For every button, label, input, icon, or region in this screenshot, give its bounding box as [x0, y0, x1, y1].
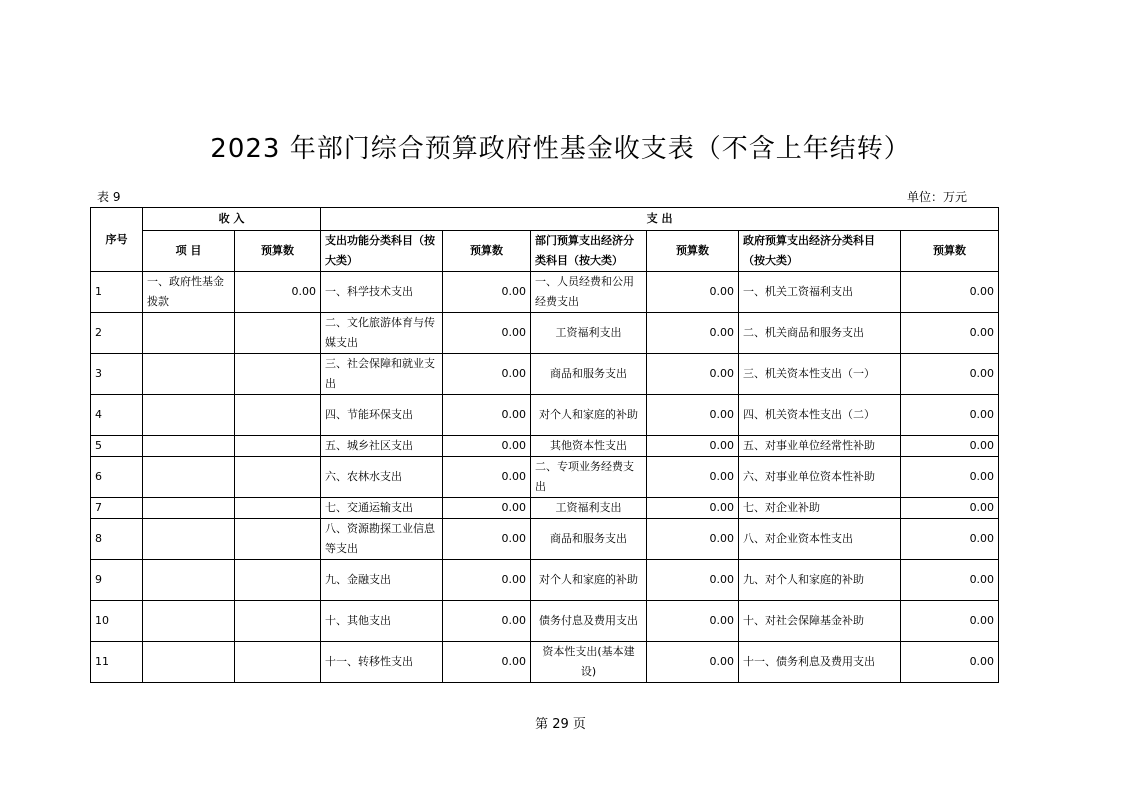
row-func-amount: 0.00 [443, 560, 531, 601]
header-gov-econ-class: 政府预算支出经济分类科目（按大类） [739, 231, 901, 272]
row-item [143, 642, 235, 683]
row-dept-amount: 0.00 [647, 519, 739, 560]
row-dept: 工资福利支出 [531, 313, 647, 354]
row-gov: 九、对个人和家庭的补助 [739, 560, 901, 601]
row-dept: 其他资本性支出 [531, 436, 647, 457]
row-gov-amount: 0.00 [901, 457, 999, 498]
row-dept: 商品和服务支出 [531, 354, 647, 395]
row-item-amount [235, 601, 321, 642]
row-dept: 工资福利支出 [531, 498, 647, 519]
row-item [143, 436, 235, 457]
row-gov: 一、机关工资福利支出 [739, 272, 901, 313]
row-item [143, 560, 235, 601]
table-number: 表 9 [97, 190, 121, 204]
row-gov-amount: 0.00 [901, 436, 999, 457]
row-dept-amount: 0.00 [647, 560, 739, 601]
row-item [143, 313, 235, 354]
row-func-amount: 0.00 [443, 601, 531, 642]
row-gov: 三、机关资本性支出（一） [739, 354, 901, 395]
row-gov: 六、对事业单位资本性补助 [739, 457, 901, 498]
row-func-amount: 0.00 [443, 354, 531, 395]
row-func-amount: 0.00 [443, 457, 531, 498]
table-row [91, 436, 999, 457]
row-seq: 11 [91, 642, 143, 683]
row-dept: 对个人和家庭的补助 [531, 395, 647, 436]
row-dept-amount: 0.00 [647, 272, 739, 313]
row-item-amount [235, 457, 321, 498]
table-row [91, 642, 999, 683]
row-gov-amount: 0.00 [901, 395, 999, 436]
row-func: 四、节能环保支出 [321, 395, 443, 436]
row-gov: 四、机关资本性支出（二） [739, 395, 901, 436]
row-seq: 7 [91, 498, 143, 519]
row-dept-amount: 0.00 [647, 498, 739, 519]
row-dept: 商品和服务支出 [531, 519, 647, 560]
row-gov: 十一、债务利息及费用支出 [739, 642, 901, 683]
table-row [91, 498, 999, 519]
header-gov-budget: 预算数 [901, 231, 999, 272]
table-row [91, 272, 999, 313]
row-func-amount: 0.00 [443, 436, 531, 457]
unit-label: 单位：万元 [907, 190, 968, 204]
row-gov-amount: 0.00 [901, 498, 999, 519]
row-item-amount [235, 436, 321, 457]
row-dept-amount: 0.00 [647, 354, 739, 395]
row-gov-amount: 0.00 [901, 560, 999, 601]
row-gov: 二、机关商品和服务支出 [739, 313, 901, 354]
row-dept-amount: 0.00 [647, 601, 739, 642]
row-func-amount: 0.00 [443, 519, 531, 560]
row-item [143, 354, 235, 395]
row-gov-amount: 0.00 [901, 642, 999, 683]
row-func: 三、社会保障和就业支出 [321, 354, 443, 395]
row-item-amount [235, 642, 321, 683]
header-func-budget: 预算数 [443, 231, 531, 272]
row-func: 二、文化旅游体育与传媒支出 [321, 313, 443, 354]
budget-table [90, 207, 999, 683]
row-dept: 一、人员经费和公用经费支出 [531, 272, 647, 313]
table-row [91, 601, 999, 642]
row-gov-amount: 0.00 [901, 519, 999, 560]
row-dept-amount: 0.00 [647, 436, 739, 457]
row-seq: 9 [91, 560, 143, 601]
header-dept-budget: 预算数 [647, 231, 739, 272]
header-func-class: 支出功能分类科目（按大类） [321, 231, 443, 272]
table-row [91, 313, 999, 354]
row-item [143, 601, 235, 642]
row-seq: 1 [91, 272, 143, 313]
row-item-amount: 0.00 [235, 272, 321, 313]
row-item [143, 457, 235, 498]
header-item: 项 目 [143, 231, 235, 272]
row-func-amount: 0.00 [443, 395, 531, 436]
row-func-amount: 0.00 [443, 313, 531, 354]
row-func: 一、科学技术支出 [321, 272, 443, 313]
header-expense-group: 支 出 [321, 208, 999, 231]
row-func: 十、其他支出 [321, 601, 443, 642]
row-gov-amount: 0.00 [901, 313, 999, 354]
row-seq: 6 [91, 457, 143, 498]
row-seq: 10 [91, 601, 143, 642]
row-item-amount [235, 354, 321, 395]
table-row [91, 395, 999, 436]
row-gov-amount: 0.00 [901, 354, 999, 395]
row-item-amount [235, 313, 321, 354]
row-item-amount [235, 519, 321, 560]
row-func: 八、资源勘探工业信息等支出 [321, 519, 443, 560]
table-row [91, 354, 999, 395]
header-item-budget: 预算数 [235, 231, 321, 272]
row-gov-amount: 0.00 [901, 272, 999, 313]
page-number: 第 29 页 [535, 717, 586, 732]
row-func: 七、交通运输支出 [321, 498, 443, 519]
row-gov: 八、对企业资本性支出 [739, 519, 901, 560]
row-gov: 七、对企业补助 [739, 498, 901, 519]
row-func-amount: 0.00 [443, 642, 531, 683]
row-gov: 五、对事业单位经常性补助 [739, 436, 901, 457]
row-item-amount [235, 395, 321, 436]
row-func-amount: 0.00 [443, 498, 531, 519]
row-item [143, 395, 235, 436]
row-item-amount [235, 560, 321, 601]
header-income-group: 收 入 [143, 208, 321, 231]
row-dept: 对个人和家庭的补助 [531, 560, 647, 601]
row-func: 六、农林水支出 [321, 457, 443, 498]
row-item-amount [235, 498, 321, 519]
row-seq: 5 [91, 436, 143, 457]
row-dept: 债务付息及费用支出 [531, 601, 647, 642]
table-row [91, 519, 999, 560]
row-func: 五、城乡社区支出 [321, 436, 443, 457]
row-gov: 十、对社会保障基金补助 [739, 601, 901, 642]
table-row [91, 560, 999, 601]
row-dept: 资本性支出(基本建设) [531, 642, 647, 683]
header-seq: 序号 [91, 208, 143, 272]
row-item [143, 519, 235, 560]
row-seq: 4 [91, 395, 143, 436]
row-func: 九、金融支出 [321, 560, 443, 601]
row-item [143, 498, 235, 519]
row-seq: 3 [91, 354, 143, 395]
row-dept: 二、专项业务经费支出 [531, 457, 647, 498]
row-gov-amount: 0.00 [901, 601, 999, 642]
row-dept-amount: 0.00 [647, 642, 739, 683]
row-seq: 2 [91, 313, 143, 354]
row-func: 十一、转移性支出 [321, 642, 443, 683]
header-dept-econ-class: 部门预算支出经济分类科目（按大类） [531, 231, 647, 272]
table-row [91, 457, 999, 498]
row-seq: 8 [91, 519, 143, 560]
page-title: 2023 年部门综合预算政府性基金收支表（不含上年结转） [210, 134, 911, 164]
row-dept-amount: 0.00 [647, 313, 739, 354]
row-func-amount: 0.00 [443, 272, 531, 313]
row-item: 一、政府性基金拨款 [143, 272, 235, 313]
row-dept-amount: 0.00 [647, 395, 739, 436]
row-dept-amount: 0.00 [647, 457, 739, 498]
